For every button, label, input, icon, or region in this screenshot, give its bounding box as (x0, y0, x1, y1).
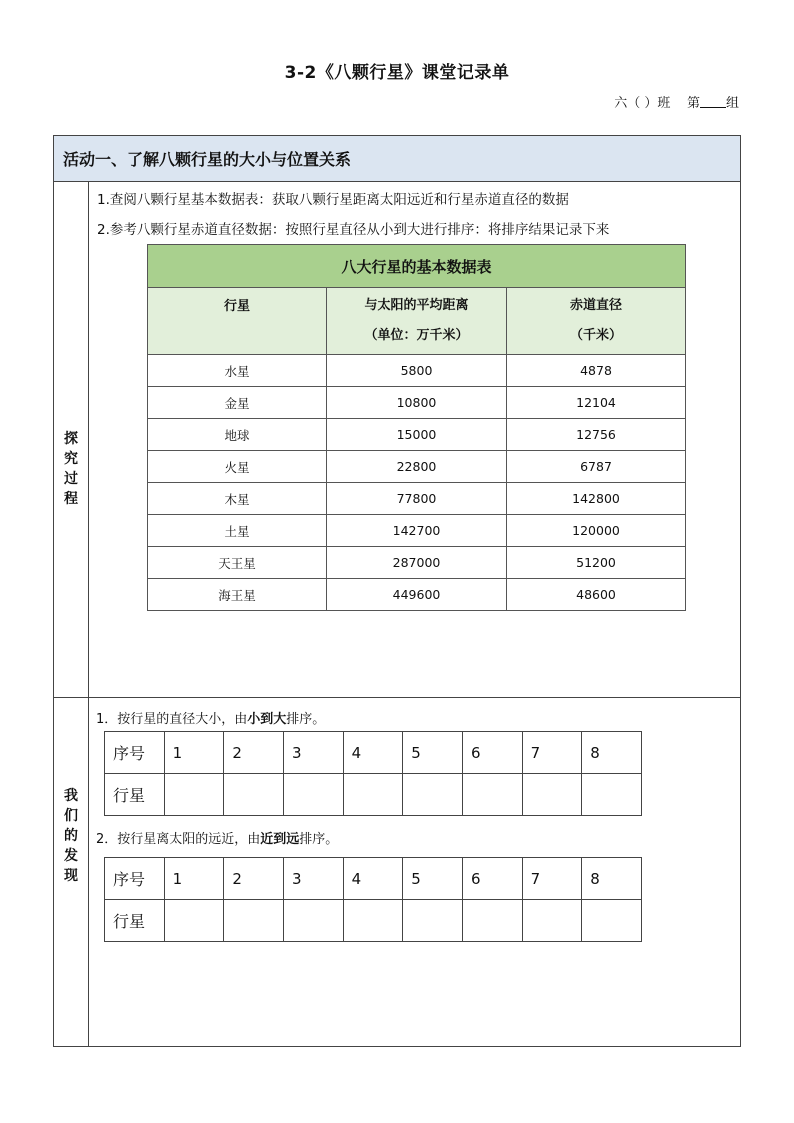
answer-cell[interactable] (462, 774, 522, 816)
planet-data-table (147, 244, 686, 611)
page-title: 3-2《八颗行星》课堂记录单 (284, 63, 510, 83)
question-1: 1．按行星的直径大小，由小到大排序。 (96, 712, 326, 727)
table-row (105, 900, 642, 942)
table-row: 地球 15000 12756 (148, 419, 686, 451)
answer-cell[interactable] (343, 774, 403, 816)
answer-cell[interactable] (224, 774, 284, 816)
class-group-line (614, 92, 739, 111)
header-distance: 与太阳的平均距离 （单位：万千米） (327, 288, 507, 355)
header-diameter: 赤道直径 （千米） (507, 288, 686, 355)
question-2: 2．按行星离太阳的远近，由近到远排序。 (96, 832, 339, 847)
seq-header: 序号 (105, 858, 165, 900)
record-sheet (53, 135, 741, 1047)
planet-header: 行星 (105, 900, 165, 942)
table-row: 序号 1 2 3 4 5 6 7 8 (105, 732, 642, 774)
header-planet: 行星 (148, 288, 327, 355)
activity-heading: 活动一、了解八颗行星的大小与位置关系 (63, 150, 352, 169)
table-title: 八大行星的基本数据表 (148, 245, 686, 288)
answer-cell[interactable] (283, 900, 343, 942)
our-findings-label: 我 们 的 发 现 (64, 788, 78, 884)
distance-order-table (104, 857, 642, 942)
answer-cell[interactable] (164, 774, 224, 816)
answer-cell[interactable] (224, 900, 284, 942)
table-row: 序号 1 2 3 4 5 6 7 8 (105, 858, 642, 900)
column-divider (88, 182, 89, 1046)
table-row: 火星 22800 6787 (148, 451, 686, 483)
explore-process-label: 探 究 过 程 (64, 431, 78, 507)
group-prefix: 第 (686, 96, 700, 111)
planet-header: 行星 (105, 774, 165, 816)
table-row: 水星 5800 4878 (148, 355, 686, 387)
answer-cell[interactable] (164, 900, 224, 942)
group-suffix: 组 (725, 96, 739, 111)
activity-heading-bar (54, 136, 740, 182)
diameter-order-table (104, 731, 642, 816)
table-row: 木星 77800 142800 (148, 483, 686, 515)
table-row: 海王星 449600 48600 (148, 579, 686, 611)
seq-header: 序号 (105, 732, 165, 774)
answer-cell[interactable] (403, 900, 463, 942)
instruction-1: 1.查阅八颗行星基本数据表：获取八颗行星距离太阳远近和行星赤道直径的数据 (97, 192, 569, 208)
group-blank[interactable] (700, 95, 726, 108)
answer-cell[interactable] (522, 900, 582, 942)
section-divider (54, 697, 740, 698)
class-label: 六（ ）班 (614, 96, 671, 111)
answer-cell[interactable] (522, 774, 582, 816)
table-row: 金星 10800 12104 (148, 387, 686, 419)
answer-cell[interactable] (582, 774, 642, 816)
answer-cell[interactable] (343, 900, 403, 942)
table-row: 土星 142700 120000 (148, 515, 686, 547)
answer-cell[interactable] (403, 774, 463, 816)
answer-cell[interactable] (283, 774, 343, 816)
instruction-2: 2.参考八颗行星赤道直径数据：按照行星直径从小到大进行排序：将排序结果记录下来 (97, 222, 610, 238)
table-row (105, 774, 642, 816)
table-row: 天王星 287000 51200 (148, 547, 686, 579)
answer-cell[interactable] (462, 900, 522, 942)
answer-cell[interactable] (582, 900, 642, 942)
